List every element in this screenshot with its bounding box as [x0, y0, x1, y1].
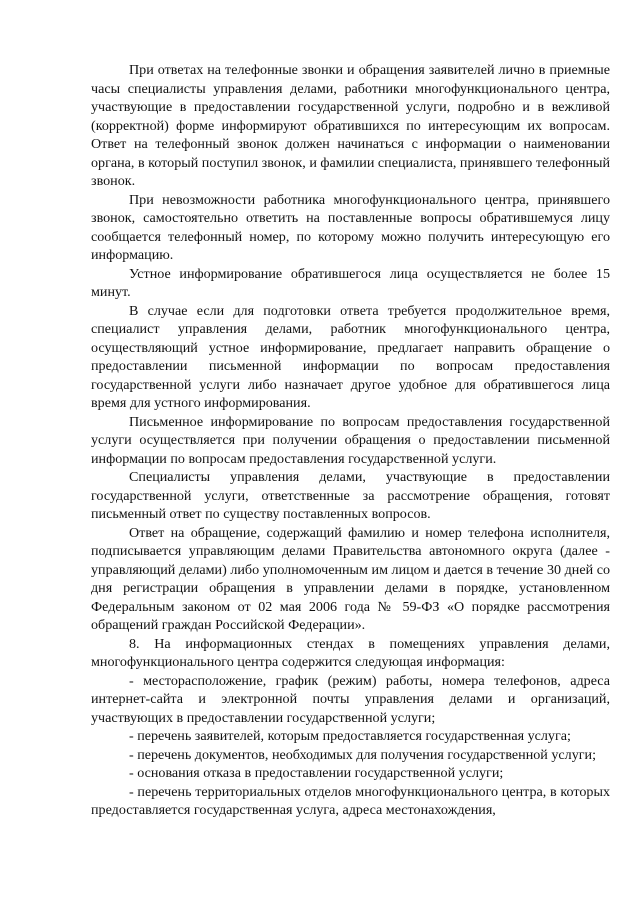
paragraph-phone-answers: При ответах на телефонные звонки и обращения заявителей лично в приемные часы специалисты управления делами, работники многофункционального центра, участвующие в предоставлении государственной услуги, подробно и в вежливой (корректной) форме информируют обратившихся по интересующим их вопросам. Ответ на телефонный звонок должен начинаться с информации о наименовании органа, в который поступил звонок, и фамилии специалиста, принявшего телефонный звонок.: [91, 62, 610, 189]
paragraph-written-informing: Письменное информирование по вопросам предоставления государственной услуги осуществляется при получении обращения о предоставлении письменной информации по вопросам предоставления государственной услуги.: [91, 413, 610, 467]
paragraph-long-preparation: В случае если для подготовки ответа требуется продолжительное время, специалист управления делами, работник многофункционального центра, осуществляющий устное информирование, предлагает направить обращение о предоставлении письменной информации по вопросам предоставления государственной услуги либо назначает другое удобное для обратившегося лица время для устного информирования.: [91, 302, 610, 411]
list-item-documents: - перечень документов, необходимых для получения государственной услуги;: [129, 746, 596, 763]
paragraph-specialists-prepare: Специалисты управления делами, участвующие в предоставлении государственной услуги, ответственные за рассмотрение обращения, готовят письменный ответ по существу поставленных вопросов.: [91, 469, 610, 522]
paragraph-oral-duration: Устное информирование обратившегося лица осуществляется не более 15 минут.: [91, 265, 610, 300]
paragraph-section-8: 8. На информационных стендах в помещениях управления делами, многофункционального центра содержится следующая информация:: [91, 635, 610, 670]
list-item-location: - месторасположение, график (режим) работы, номера телефонов, адреса интернет-сайта и электронной почты управления делами и организаций, участвующих в предоставлении государственной услуги;: [91, 672, 610, 726]
document-body: [91, 61, 610, 820]
paragraph-answer-signing: Ответ на обращение, содержащий фамилию и номер телефона исполнителя, подписывается управляющим делами Правительства автономного округа (далее - управляющий делами) либо уполномоченным им лицом и дается в течение 30 дней со дня регистрации обращения в управлении делами в порядке, установленном Федеральным законом от 02 мая 2006 года № 59-ФЗ «О порядке рассмотрения обращений граждан Российской Федерации».: [91, 524, 610, 633]
list-item-refusal-grounds: - основания отказа в предоставлении государственной услуги;: [129, 765, 504, 781]
paragraph-unable-to-answer: При невозможности работника многофункционального центра, принявшего звонок, самостоятельно ответить на поставленные вопросы обратившемуся лицу сообщается телефонный номер, по которому можно получить интересующую его информацию.: [91, 191, 610, 263]
list-item-territorial-offices: - перечень территориальных отделов многофункционального центра, в которых предоставляется государственная услуга, адреса местонахождения,: [91, 783, 610, 818]
list-item-applicants: - перечень заявителей, которым предоставляется государственная услуга;: [129, 728, 571, 744]
